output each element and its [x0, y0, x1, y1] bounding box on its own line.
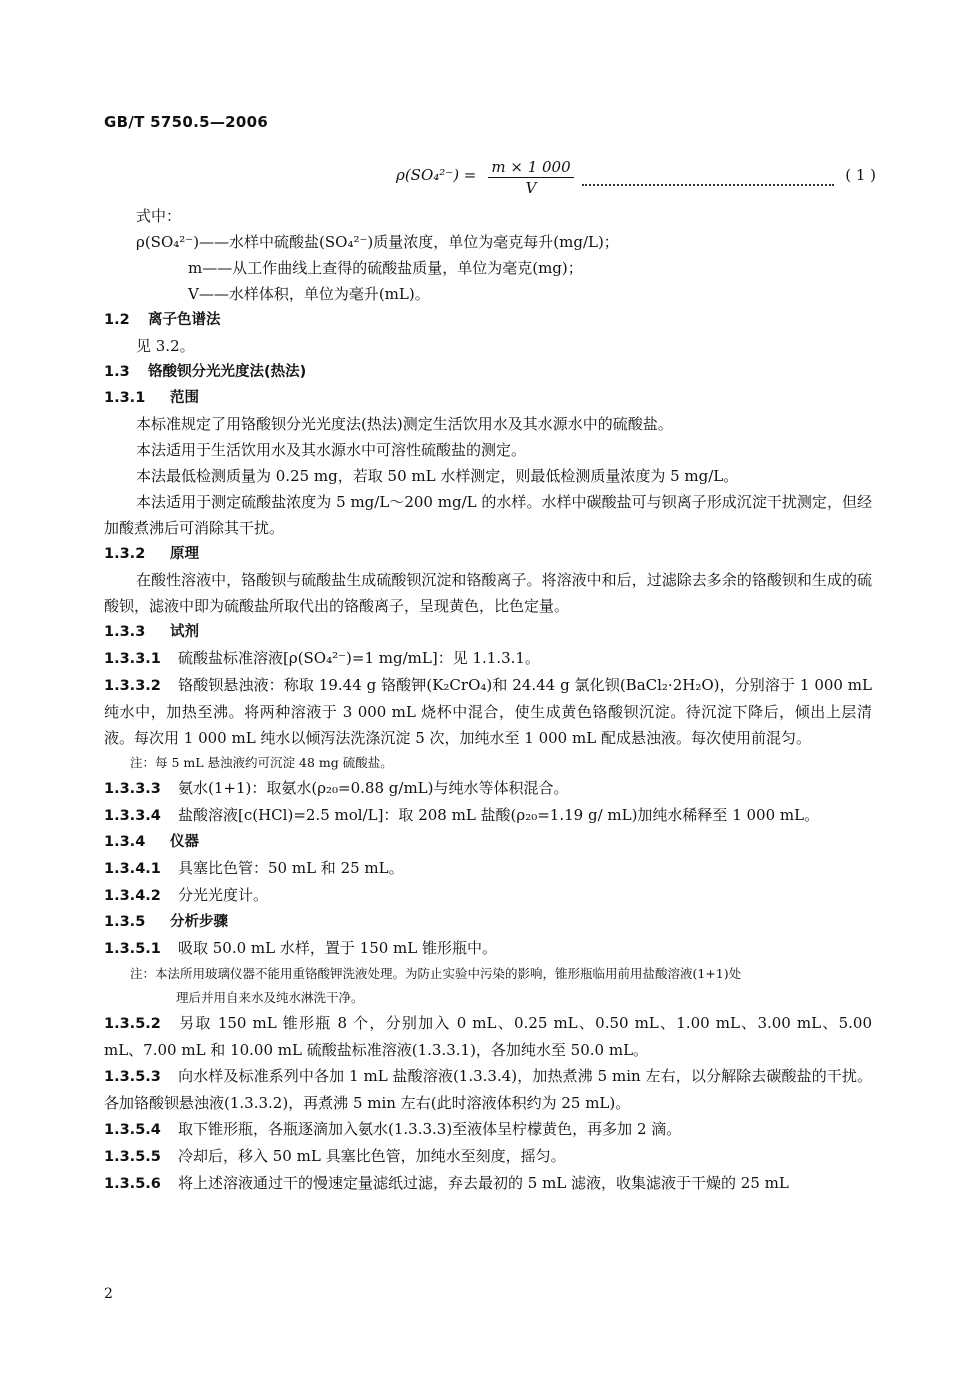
paragraph: 本法适用于测定硫酸盐浓度为 5 mg/L～200 mg/L 的水样。水样中碳酸盐可与钡离子形成沉淀干扰测定，但经加酸煮沸后可消除其干扰。 — [104, 493, 872, 537]
item-text: 取下锥形瓶，各瓶逐滴加入氨水(1.3.3.3)至液体呈柠檬黄色，再多加 2 滴。 — [178, 1120, 682, 1138]
section-title: 铬酸钡分光光度法(热法) — [148, 364, 307, 380]
item-text: 将上述溶液通过干的慢速定量滤纸过滤，弃去最初的 5 mL 滤液，收集滤液于干燥的 25 mL — [178, 1174, 789, 1192]
section-title: 仪器 — [170, 834, 199, 850]
section-number: 1.3 — [104, 364, 130, 380]
item-number: 1.3.5.3 — [104, 1069, 161, 1085]
item-number: 1.3.5.1 — [104, 941, 161, 957]
list-item — [104, 935, 872, 962]
standard-code: GB/T 5750.5—2006 — [104, 113, 269, 131]
equation-denominator: V — [525, 179, 537, 197]
item-number: 1.3.4.1 — [104, 861, 161, 877]
section-1-3-5-heading — [104, 909, 872, 935]
section-1-2-body: 见 3.2。 — [136, 337, 195, 355]
section-title: 离子色谱法 — [148, 312, 221, 328]
paragraph: 本法最低检测质量为 0.25 mg，若取 50 mL 水样测定，则最低检测质量浓度为 5 mg/L。 — [136, 467, 739, 485]
page-number: 2 — [104, 1286, 113, 1302]
where-item-rho: ρ(SO₄²⁻)——水样中硫酸盐(SO₄²⁻)质量浓度，单位为毫克每升(mg/L)； — [136, 233, 619, 251]
list-item — [104, 802, 872, 829]
list-item — [104, 1116, 872, 1143]
item-text: 具塞比色管：50 mL 和 25 mL。 — [178, 859, 404, 877]
item-text: 氨水(1+1)：取氨水(ρ₂₀=0.88 g/mL)与纯水等体积混合。 — [178, 779, 569, 797]
item-number: 1.3.3.1 — [104, 651, 161, 667]
section-number: 1.3.4 — [104, 834, 146, 850]
item-number: 1.3.4.2 — [104, 888, 161, 904]
list-item — [104, 775, 872, 802]
equation-number: ( 1 ) — [845, 166, 876, 184]
section-1-2-heading — [104, 307, 872, 333]
section-title: 原理 — [170, 546, 199, 562]
item-text: 盐酸溶液[c(HCl)=2.5 mol/L]：取 208 mL 盐酸(ρ₂₀=1.19 g/ mL)加纯水稀释至 1 000 mL。 — [178, 806, 820, 824]
item-number: 1.3.5.2 — [104, 1016, 161, 1032]
section-number: 1.3.2 — [104, 546, 146, 562]
item-number: 1.3.5.4 — [104, 1122, 161, 1138]
leader-dots — [582, 166, 834, 186]
item-text: 冷却后，移入 50 mL 具塞比色管，加纯水至刻度，摇匀。 — [178, 1147, 566, 1165]
note-line: 注：本法所用玻璃仪器不能用重铬酸钾洗液处理。为防止实验中污染的影响，锥形瓶临用前用盐酸溶液(1+1)处 — [130, 966, 742, 981]
list-item — [104, 1063, 872, 1116]
section-1-3-3-heading — [104, 619, 872, 645]
equation-fraction — [488, 158, 574, 197]
list-item — [104, 645, 872, 672]
note: 注：每 5 mL 悬浊液约可沉淀 48 mg 硫酸盐。 — [130, 755, 393, 770]
section-number: 1.3.5 — [104, 914, 146, 930]
list-item — [104, 1170, 872, 1197]
section-title: 试剂 — [170, 624, 199, 640]
section-1-3-4-heading — [104, 829, 872, 855]
paragraph: 在酸性溶液中，铬酸钡与硫酸盐生成硫酸钡沉淀和铬酸离子。将溶液中和后，过滤除去多余的铬酸钡和生成的硫酸钡，滤液中即为硫酸盐所取代出的铬酸离子，呈现黄色，比色定量。 — [104, 571, 872, 615]
item-text: 硫酸盐标准溶液[ρ(SO₄²⁻)=1 mg/mL]：见 1.1.3.1。 — [178, 649, 540, 667]
item-text: 向水样及标准系列中各加 1 mL 盐酸溶液(1.3.3.4)，加热煮沸 5 min 左右，以分解除去碳酸盐的干扰。各加铬酸钡悬浊液(1.3.3.2)，再煮沸 5 min 左右(此时溶液体积约为 25 mL)。 — [104, 1067, 872, 1112]
item-number: 1.3.5.5 — [104, 1149, 161, 1165]
where-item-m: m——从工作曲线上查得的硫酸盐质量，单位为毫克(mg)； — [188, 259, 583, 277]
item-number: 1.3.3.2 — [104, 678, 161, 694]
equation-lhs: ρ(SO₄²⁻) = — [396, 166, 477, 184]
equation-1 — [396, 158, 876, 198]
list-item — [104, 855, 872, 882]
item-text: 另取 150 mL 锥形瓶 8 个，分别加入 0 mL、0.25 mL、0.50 mL、1.00 mL、3.00 mL、5.00 mL、7.00 mL 和 10.00 mL 硫酸盐标准溶液(1.3.3.1)，各加纯水至 50.0 mL。 — [104, 1014, 872, 1059]
item-number: 1.3.5.6 — [104, 1176, 161, 1192]
main-content — [104, 203, 872, 1197]
paragraph: 本标准规定了用铬酸钡分光光度法(热法)测定生活饮用水及其水源水中的硫酸盐。 — [136, 415, 673, 433]
list-item — [104, 672, 872, 751]
fraction-bar — [488, 177, 574, 178]
item-text: 铬酸钡悬浊液：称取 19.44 g 铬酸钾(K₂CrO₄)和 24.44 g 氯化钡(BaCl₂·2H₂O)，分别溶于 1 000 mL 纯水中，加热至沸。将两种溶液于 3 000 mL 烧杯中混合，使生成黄色铬酸钡沉淀。待沉淀下降后，倾出上层清液。每次用 1 000 mL 纯水以倾泻法洗涤沉淀 5 次，加纯水至 1 000 mL 配成悬浊液。每次使用前混匀。 — [104, 676, 872, 747]
item-number: 1.3.3.4 — [104, 808, 161, 824]
equation-numerator: m × 1 000 — [491, 158, 571, 176]
paragraph: 本法适用于生活饮用水及其水源水中可溶性硫酸盐的测定。 — [136, 441, 527, 459]
where-item-v: V——水样体积，单位为毫升(mL)。 — [188, 285, 430, 303]
note — [104, 962, 872, 1010]
item-number: 1.3.3.3 — [104, 781, 161, 797]
note-line: 理后并用自来水及纯水淋洗干净。 — [176, 990, 364, 1005]
section-1-3-heading — [104, 359, 872, 385]
item-text: 分光光度计。 — [178, 886, 269, 904]
section-title: 分析步骤 — [170, 914, 228, 930]
item-text: 吸取 50.0 mL 水样，置于 150 mL 锥形瓶中。 — [178, 939, 498, 957]
list-item — [104, 1143, 872, 1170]
list-item — [104, 882, 872, 909]
section-number: 1.3.3 — [104, 624, 146, 640]
section-title: 范围 — [170, 390, 199, 406]
section-1-3-2-heading — [104, 541, 872, 567]
list-item — [104, 1010, 872, 1063]
section-1-3-1-heading — [104, 385, 872, 411]
where-intro: 式中： — [136, 207, 182, 225]
section-number: 1.2 — [104, 312, 130, 328]
section-number: 1.3.1 — [104, 390, 146, 406]
